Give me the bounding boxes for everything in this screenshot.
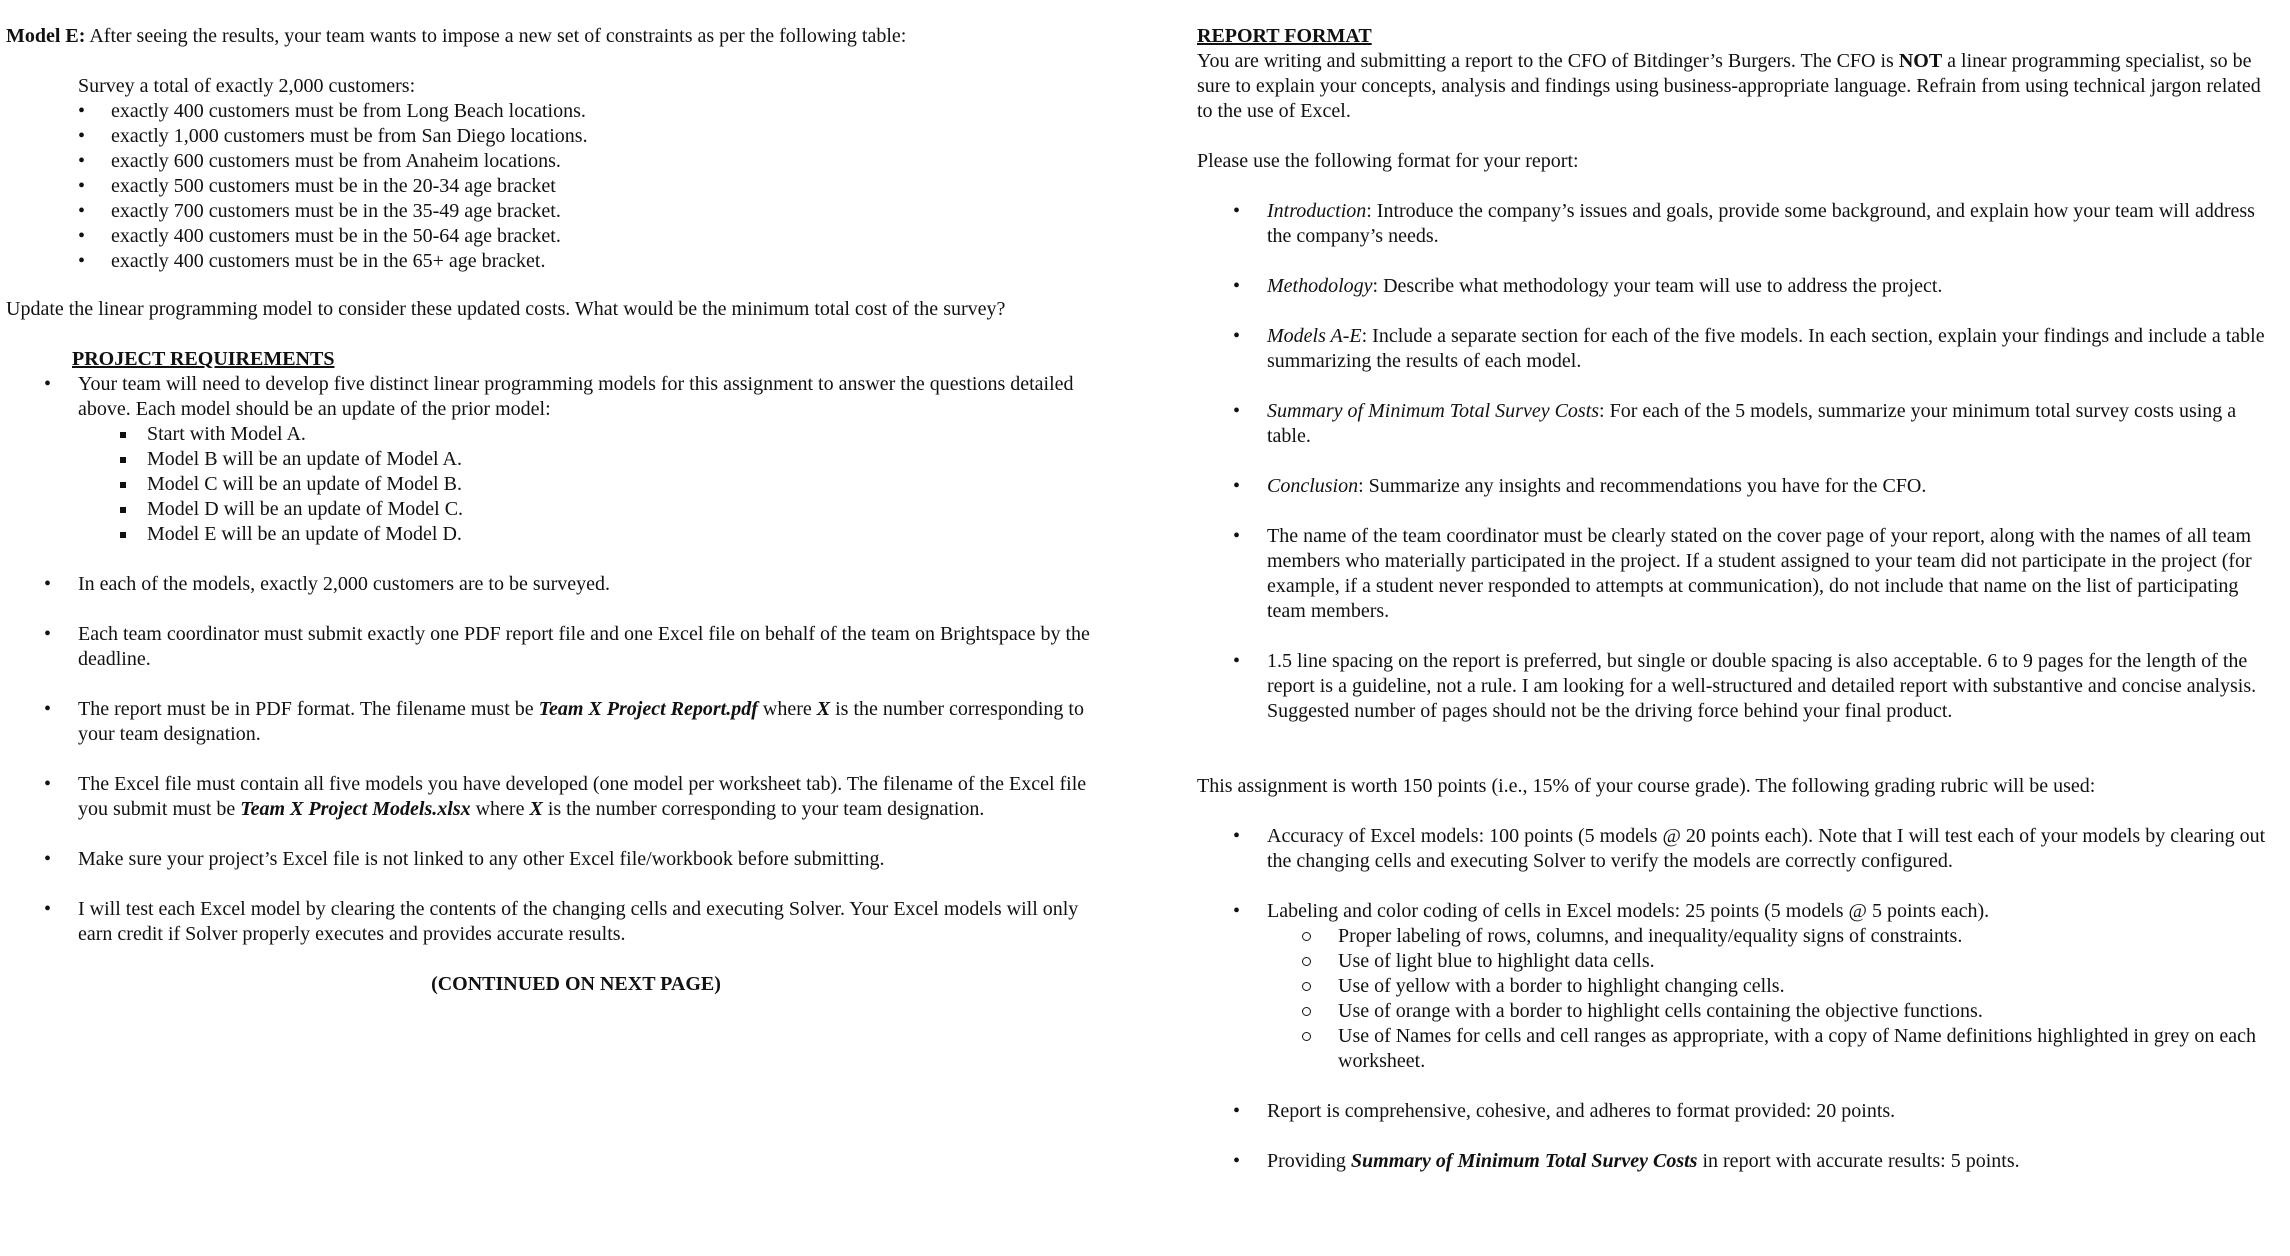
- format-item: [1197, 274, 2277, 299]
- list-item: • exactly 1,000 customers must be from San Diego locations.: [6, 124, 1106, 149]
- continued-note: (CONTINUED ON NEXT PAGE): [431, 973, 721, 995]
- format-item: [1197, 324, 2277, 374]
- right-column: [1197, 24, 2277, 1174]
- rubric-labeling: Labeling and color coding of cells in Excel models: 25 points (5 models @ 5 points each).: [1267, 900, 1990, 922]
- requirement-item: [6, 372, 1106, 547]
- survey-items: [6, 99, 1106, 274]
- requirement-item: [6, 697, 1106, 747]
- rubric-item: • Report is comprehensive, cohesive, and adheres to format provided: 20 points.: [1197, 1099, 2277, 1124]
- list-item: • exactly 400 customers must be from Long Beach locations.: [6, 99, 1106, 124]
- format-intro: Please use the following format for your report:: [1197, 150, 1579, 172]
- list-item: • exactly 500 customers must be in the 20-34 age bracket: [6, 174, 1106, 199]
- requirement-item: [6, 772, 1106, 822]
- format-text: : Summarize any insights and recommendations you have for the CFO.: [1358, 475, 1927, 497]
- requirement-item: • I will test each Excel model by clearing the contents of the changing cells and executing Solver. Your Excel models will only earn credit if Solver properly executes and provides accurate results.: [6, 897, 1106, 947]
- req5-mid: where: [470, 798, 530, 820]
- model-e-paragraph: [6, 24, 1106, 49]
- format-label: Introduction: [1267, 200, 1367, 222]
- format-item: • The name of the team coordinator must be clearly stated on the cover page of your report, along with the names of all team members who materially participated in the project. If a student assigned to your team did not participate in the project (for example, if a student never responded to attempts at communication), do not include that name on the list of participating team members.: [1197, 524, 2277, 624]
- list-item: Start with Model A.: [6, 422, 1106, 447]
- format-label: Conclusion: [1267, 475, 1359, 497]
- req-models-text: Your team will need to develop five distinct linear programming models for this assignment to answer the questions detailed above. Each model should be an update of the prior model:: [78, 373, 1074, 420]
- list-item: Use of light blue to highlight data cells.: [1197, 949, 2277, 974]
- format-text: : Include a separate section for each of the five models. In each section, explain your findings and include a table summarizing the results of each model.: [1267, 325, 2265, 372]
- rubric4-post: in report with accurate results: 5 points.: [1697, 1150, 2020, 1172]
- format-text: : Describe what methodology your team will use to address the project.: [1372, 275, 1943, 297]
- rubric-item: [1197, 1149, 2277, 1174]
- list-item: Model C will be an update of Model B.: [6, 472, 1106, 497]
- intro-not: NOT: [1898, 50, 1943, 72]
- update-question: Update the linear programming model to consider these updated costs. What would be the minimum total cost of the survey?: [6, 298, 1006, 320]
- format-text: : Introduce the company’s issues and goals, provide some background, and explain how your team will address the company’s needs.: [1267, 200, 2255, 247]
- model-e-label: Model E:: [6, 25, 86, 47]
- rubric-sub-list: [1197, 924, 2277, 1074]
- excel-filename: Team X Project Models.xlsx: [240, 798, 471, 820]
- x-var: X: [529, 798, 543, 820]
- model-steps: [6, 422, 1106, 547]
- format-item: [1197, 399, 2277, 449]
- req5-post: is the number corresponding to your team designation.: [542, 798, 985, 820]
- left-column: [6, 24, 1106, 997]
- format-item: [1197, 199, 2277, 249]
- rubric-item: [1197, 899, 2277, 1074]
- list-item: • exactly 400 customers must be in the 50-64 age bracket.: [6, 224, 1106, 249]
- report-filename: Team X Project Report.pdf: [538, 698, 758, 720]
- format-label: Summary of Minimum Total Survey Costs: [1267, 400, 1600, 422]
- list-item: • exactly 700 customers must be in the 35-49 age bracket.: [6, 199, 1106, 224]
- format-label: Methodology: [1267, 275, 1373, 297]
- requirement-item: • In each of the models, exactly 2,000 customers are to be surveyed.: [6, 572, 1106, 597]
- rubric4-bold: Summary of Minimum Total Survey Costs: [1350, 1150, 1698, 1172]
- list-item: Model D will be an update of Model C.: [6, 497, 1106, 522]
- format-item: • 1.5 line spacing on the report is preferred, but single or double spacing is also acceptable. 6 to 9 pages for the length of the report is a guideline, not a rule. I am looking for a well-structured and detailed report with substantive and concise analysis. Suggested number of pages should not be the driving force behind your final product.: [1197, 649, 2277, 724]
- req4-post: is the number corresponding to your team designation.: [78, 698, 1084, 745]
- report-intro: [1197, 49, 2277, 124]
- rubric-item: • Accuracy of Excel models: 100 points (5 models @ 20 points each). Note that I will test each of your models by clearing out the changing cells and executing Solver to verify the models are correctly configured.: [1197, 824, 2277, 874]
- format-list: [1197, 199, 2277, 724]
- list-item: Model B will be an update of Model A.: [6, 447, 1106, 472]
- list-item: Model E will be an update of Model D.: [6, 522, 1106, 547]
- model-e-text: After seeing the results, your team wants to impose a new set of constraints as per the following table:: [85, 25, 907, 47]
- req4-pre: The report must be in PDF format. The filename must be: [78, 698, 539, 720]
- list-item: Proper labeling of rows, columns, and inequality/equality signs of constraints.: [1197, 924, 2277, 949]
- requirement-item: • Make sure your project’s Excel file is not linked to any other Excel file/workbook before submitting.: [6, 847, 1106, 872]
- list-item: Use of yellow with a border to highlight changing cells.: [1197, 974, 2277, 999]
- format-label: Models A-E: [1267, 325, 1362, 347]
- rubric4-pre: Providing: [1267, 1150, 1351, 1172]
- x-var: X: [816, 698, 831, 720]
- list-item: • exactly 600 customers must be from Anaheim locations.: [6, 149, 1106, 174]
- req4-mid: where: [757, 698, 817, 720]
- requirement-item: • Each team coordinator must submit exactly one PDF report file and one Excel file on behalf of the team on Brightspace by the deadline.: [6, 622, 1106, 672]
- req5-pre: The Excel file must contain all five models you have developed (one model per worksheet tab). The filename of the Excel file you submit must be: [78, 773, 1087, 820]
- requirements-list: [6, 372, 1106, 947]
- format-item: [1197, 474, 2277, 499]
- intro-pre: You are writing and submitting a report to the CFO of Bitdinger’s Burgers. The CFO is: [1197, 50, 1899, 72]
- worth-statement: This assignment is worth 150 points (i.e., 15% of your course grade). The following grading rubric will be used:: [1197, 775, 2096, 797]
- list-item: • exactly 400 customers must be in the 65+ age bracket.: [6, 249, 1106, 274]
- list-item: Use of orange with a border to highlight cells containing the objective functions.: [1197, 999, 2277, 1024]
- rubric-list: [1197, 824, 2277, 1174]
- project-requirements-heading: PROJECT REQUIREMENTS: [72, 348, 335, 370]
- list-item: Use of Names for cells and cell ranges as appropriate, with a copy of Name definitions highlighted in grey on each worksheet.: [1197, 1024, 2277, 1074]
- survey-constraints: [6, 74, 1106, 274]
- report-format-heading: REPORT FORMAT: [1197, 25, 1372, 47]
- intro-post: a linear programming specialist, so be sure to explain your concepts, analysis and findings using business-appropriate language. Refrain from using technical jargon related to the use of Excel.: [1197, 50, 2261, 122]
- survey-intro: Survey a total of exactly 2,000 customers:: [78, 75, 416, 97]
- format-text: : For each of the 5 models, summarize your minimum total survey costs using a table.: [1267, 400, 2237, 447]
